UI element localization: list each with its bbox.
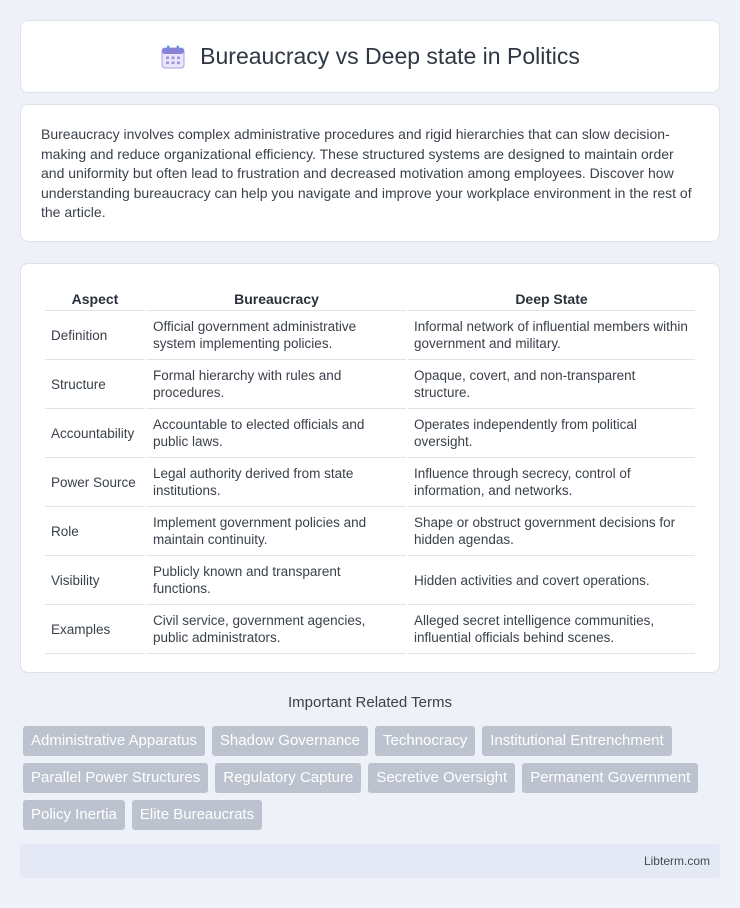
related-term-tag[interactable]: Administrative Apparatus bbox=[23, 726, 205, 756]
table-row bbox=[45, 311, 695, 360]
header-card bbox=[20, 20, 720, 93]
footer-site-link[interactable]: Libterm.com bbox=[643, 854, 710, 868]
table-row bbox=[45, 556, 695, 605]
cell-aspect: Structure bbox=[45, 360, 145, 409]
comparison-table bbox=[43, 284, 697, 654]
table-header-row bbox=[45, 284, 695, 311]
cell-bureaucracy: Civil service, government agencies, public administrators. bbox=[147, 605, 406, 654]
cell-aspect: Definition bbox=[45, 311, 145, 360]
table-row bbox=[45, 507, 695, 556]
cell-bureaucracy: Formal hierarchy with rules and procedures. bbox=[147, 360, 406, 409]
intro-card bbox=[20, 104, 720, 242]
cell-deep-state: Influence through secrecy, control of information, and networks. bbox=[408, 458, 695, 507]
cell-aspect: Examples bbox=[45, 605, 145, 654]
calendar-icon bbox=[160, 44, 186, 70]
cell-deep-state: Operates independently from political oversight. bbox=[408, 409, 695, 458]
page-title: Bureaucracy vs Deep state in Politics bbox=[200, 43, 580, 69]
table-row bbox=[45, 360, 695, 409]
header-aspect: Aspect bbox=[45, 284, 145, 311]
cell-deep-state: Shape or obstruct government decisions for hidden agendas. bbox=[408, 507, 695, 556]
cell-bureaucracy: Legal authority derived from state institutions. bbox=[147, 458, 406, 507]
intro-paragraph: Bureaucracy involves complex administrative procedures and rigid hierarchies that can slow decision-making and reduce organizational efficiency. These structured systems are designed to maintain order and uniformity but often lead to frustration and decreased motivation among employees. Discover how understanding bureaucracy can help you navigate and improve your workplace environment in the rest of the article. bbox=[41, 126, 692, 221]
cell-aspect: Visibility bbox=[45, 556, 145, 605]
cell-deep-state: Informal network of influential members within government and military. bbox=[408, 311, 695, 360]
cell-aspect: Role bbox=[45, 507, 145, 556]
related-term-tag[interactable]: Permanent Government bbox=[522, 763, 698, 793]
cell-bureaucracy: Implement government policies and maintain continuity. bbox=[147, 507, 406, 556]
comparison-table-card bbox=[20, 263, 720, 673]
cell-aspect: Power Source bbox=[45, 458, 145, 507]
related-term-tag[interactable]: Secretive Oversight bbox=[368, 763, 515, 793]
cell-bureaucracy: Official government administrative system implementing policies. bbox=[147, 311, 406, 360]
table-row bbox=[45, 458, 695, 507]
related-term-tag[interactable]: Policy Inertia bbox=[23, 800, 125, 830]
header-deep-state: Deep State bbox=[408, 284, 695, 311]
cell-deep-state: Hidden activities and covert operations. bbox=[408, 556, 695, 605]
related-term-tag[interactable]: Technocracy bbox=[375, 726, 475, 756]
related-term-tag[interactable]: Regulatory Capture bbox=[215, 763, 361, 793]
cell-aspect: Accountability bbox=[45, 409, 145, 458]
cell-bureaucracy: Accountable to elected officials and public laws. bbox=[147, 409, 406, 458]
cell-deep-state: Opaque, covert, and non-transparent structure. bbox=[408, 360, 695, 409]
related-term-tag[interactable]: Elite Bureaucrats bbox=[132, 800, 262, 830]
header-bureaucracy: Bureaucracy bbox=[147, 284, 406, 311]
cell-bureaucracy: Publicly known and transparent functions. bbox=[147, 556, 406, 605]
table-row bbox=[45, 605, 695, 654]
related-term-tag[interactable]: Institutional Entrenchment bbox=[482, 726, 671, 756]
related-term-tag[interactable]: Shadow Governance bbox=[212, 726, 368, 756]
related-term-tag[interactable]: Parallel Power Structures bbox=[23, 763, 208, 793]
footer bbox=[20, 844, 720, 878]
related-terms-title: Important Related Terms bbox=[288, 694, 452, 711]
related-terms-list bbox=[23, 726, 723, 830]
table-row bbox=[45, 409, 695, 458]
cell-deep-state: Alleged secret intelligence communities, influential officials behind scenes. bbox=[408, 605, 695, 654]
